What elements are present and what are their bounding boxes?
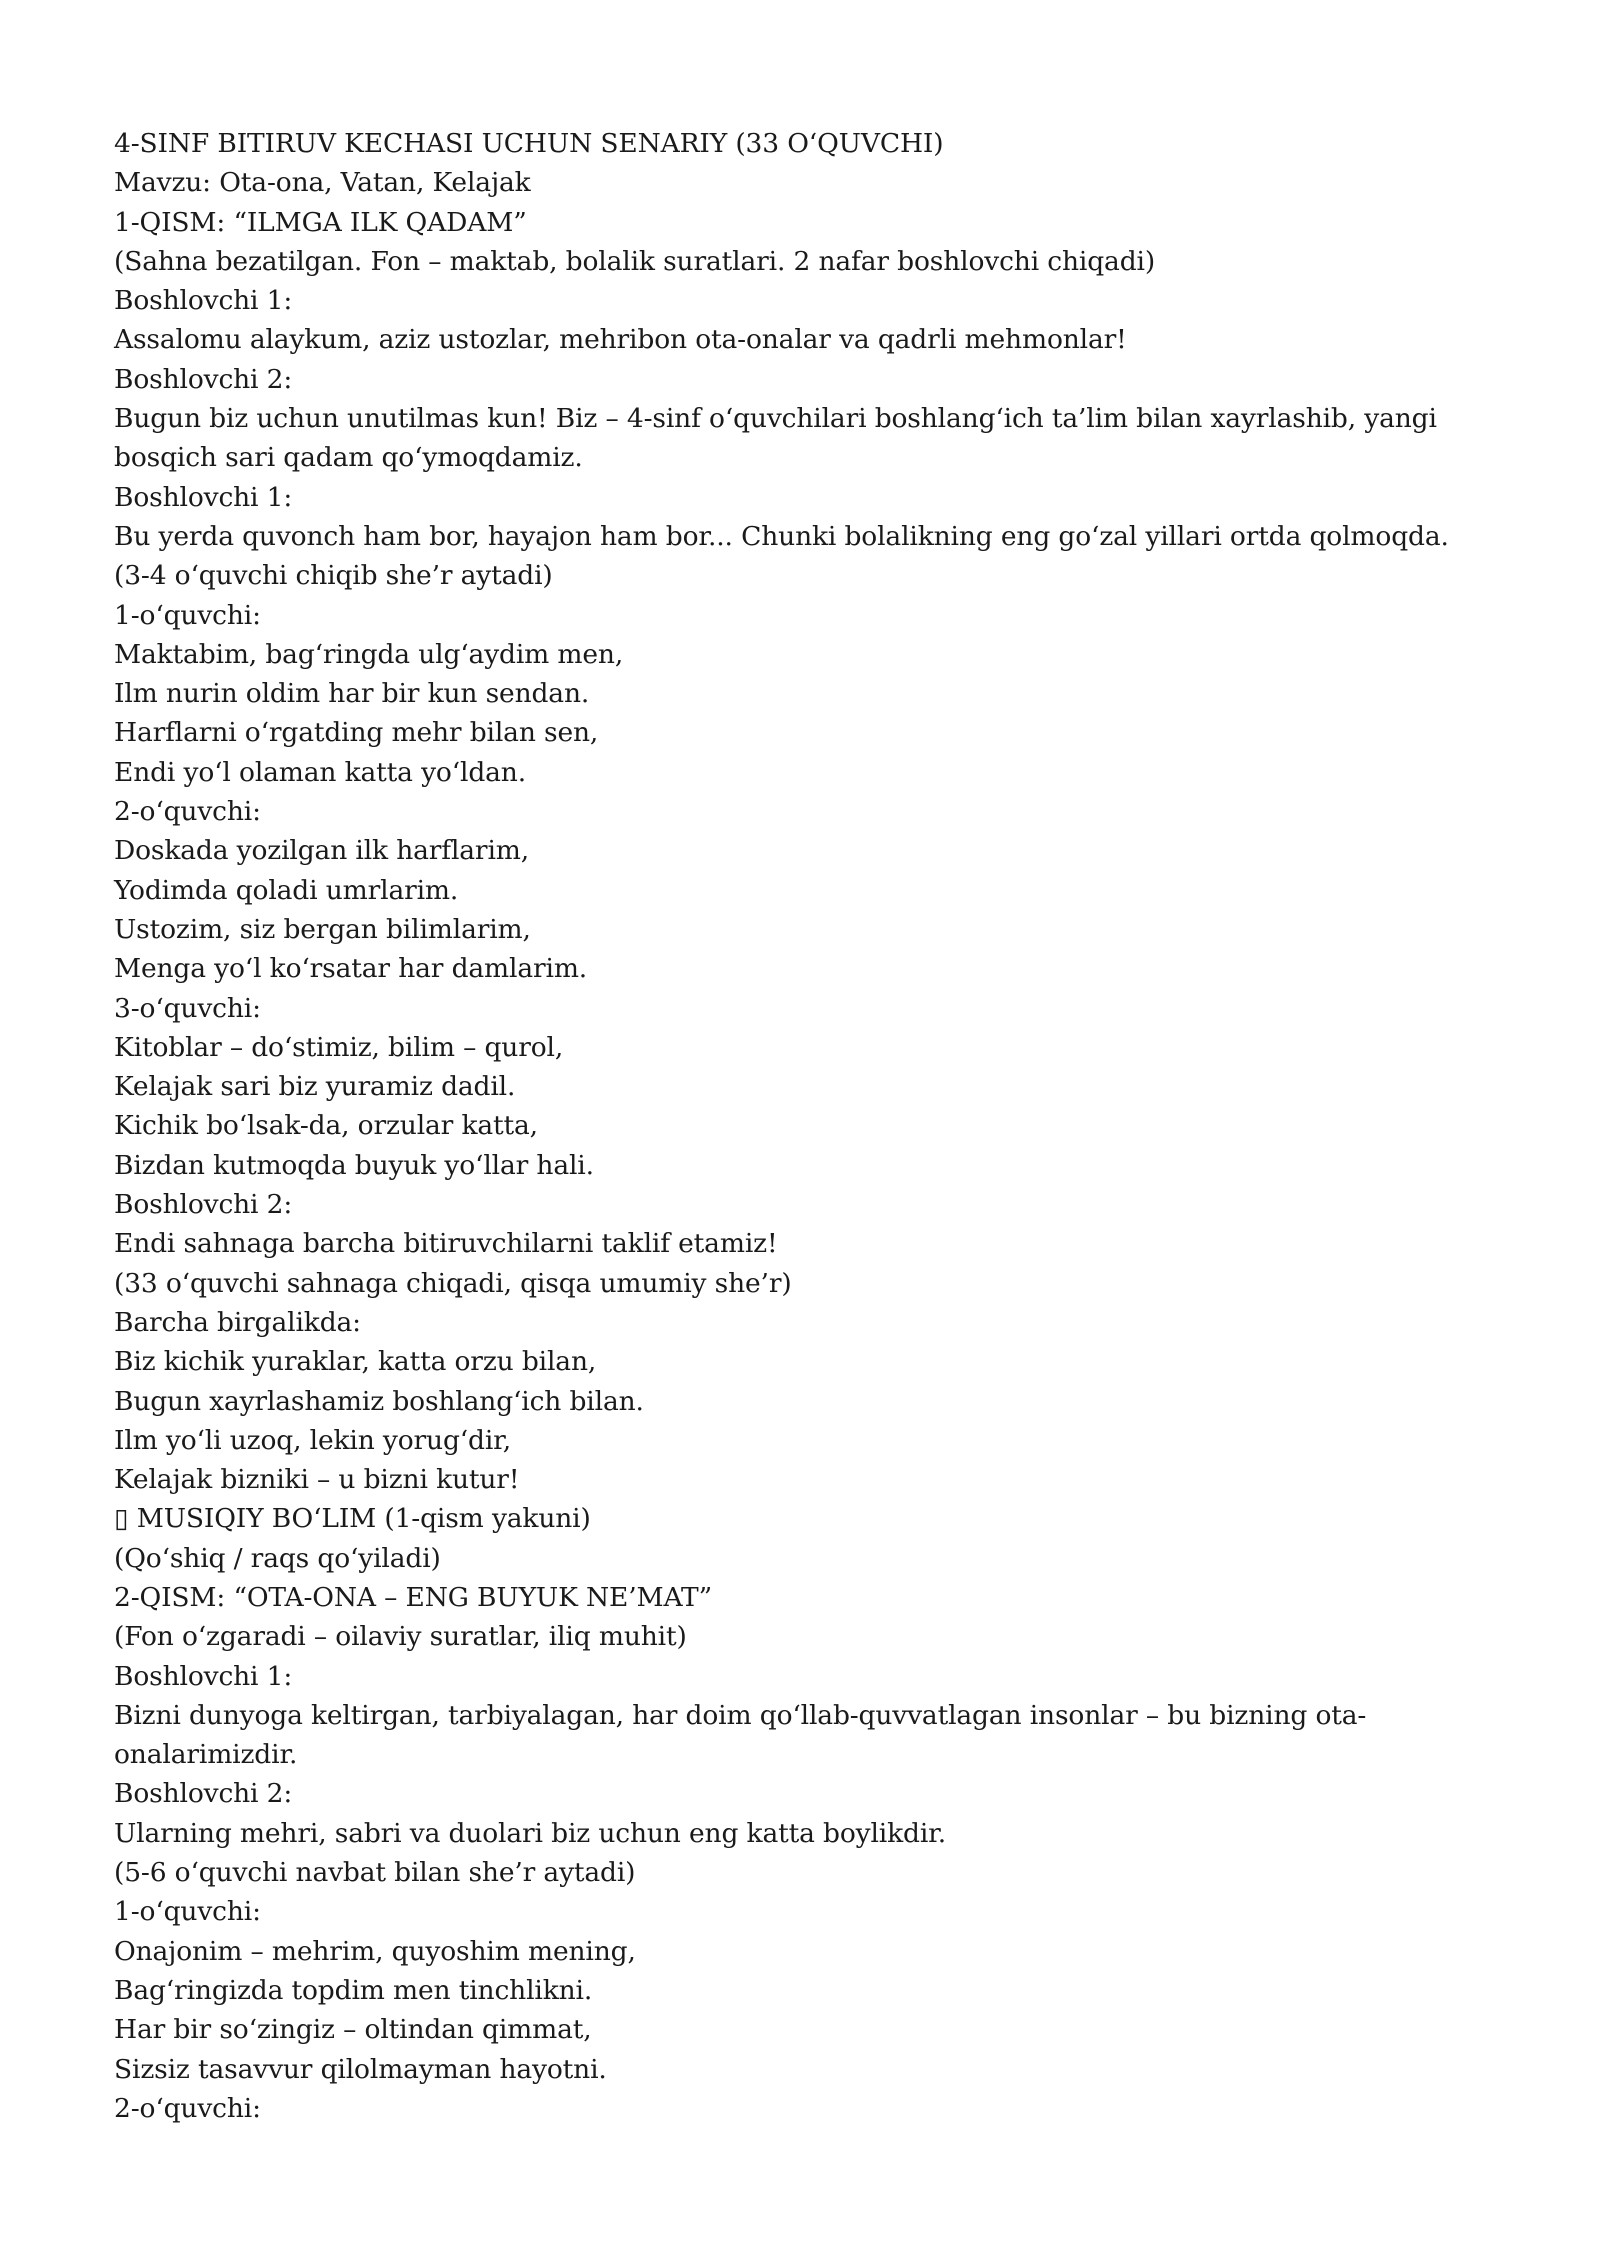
document-topic: Mavzu: Ota-ona, Vatan, Kelajak bbox=[114, 167, 531, 199]
speaker-label: 2-o‘quvchi: bbox=[114, 2092, 261, 2124]
stage-direction: (Qo‘shiq / raqs qo‘yiladi) bbox=[114, 1542, 441, 1574]
speaker-label: Boshlovchi 2: bbox=[114, 363, 293, 395]
speaker-label: Boshlovchi 2: bbox=[114, 1778, 293, 1810]
poem-line: Ustozim, siz bergan bilimlarim, bbox=[114, 913, 531, 945]
dialogue-line: Bu yerda quvonch ham bor, hayajon ham bor... Chunki bolalikning eng go‘zal yillari ortda qolmoqda. bbox=[114, 520, 1449, 552]
stage-direction: (33 o‘quvchi sahnaga chiqadi, qisqa umumiy she’r) bbox=[114, 1267, 792, 1299]
poem-line: Kelajak bizniki – u bizni kutur! bbox=[114, 1464, 520, 1496]
document-title: 4-SINF BITIRUV KECHASI UCHUN SENARIY (33 O‘QUVCHI) bbox=[114, 128, 944, 159]
poem-line: Har bir so‘zingiz – oltindan qimmat, bbox=[114, 2014, 592, 2046]
poem-line: Ilm nurin oldim har bir kun sendan. bbox=[114, 678, 590, 710]
poem-line: Ilm yo‘li uzoq, lekin yorug‘dir, bbox=[114, 1424, 512, 1456]
speaker-label: 3-o‘quvchi: bbox=[114, 992, 261, 1024]
speaker-label: Barcha birgalikda: bbox=[114, 1306, 361, 1338]
poem-line: Onajonim – mehrim, quyoshim mening, bbox=[114, 1935, 636, 1967]
poem-line: Maktabim, bag‘ringda ulg‘aydim men, bbox=[114, 638, 624, 670]
section-heading-1: 1-QISM: “ILMGA ILK QADAM” bbox=[114, 206, 527, 238]
poem-line: Sizsiz tasavvur qilolmayman hayotni. bbox=[114, 2053, 607, 2085]
speaker-label: Boshlovchi 1: bbox=[114, 1660, 293, 1692]
poem-line: Bag‘ringizda topdim men tinchlikni. bbox=[114, 1974, 593, 2006]
poem-line: Kitoblar – do‘stimiz, bilim – qurol, bbox=[114, 1031, 564, 1063]
document-body bbox=[114, 124, 1494, 2128]
poem-line: Bugun xayrlashamiz boshlang‘ich bilan. bbox=[114, 1385, 644, 1417]
dialogue-line: Endi sahnaga barcha bitiruvchilarni taklif etamiz! bbox=[114, 1228, 778, 1260]
speaker-label: 1-o‘quvchi: bbox=[114, 1896, 261, 1928]
poem-line: Bizdan kutmoqda buyuk yo‘llar hali. bbox=[114, 1149, 594, 1181]
dialogue-line: onalarimizdir. bbox=[114, 1739, 298, 1771]
speaker-label: Boshlovchi 2: bbox=[114, 1189, 293, 1221]
dialogue-line: Bugun biz uchun unutilmas kun! Biz – 4-sinf o‘quvchilari boshlang‘ich ta’lim bilan xayrlashib, yangi bbox=[114, 403, 1437, 435]
stage-direction: (5-6 o‘quvchi navbat bilan she’r aytadi) bbox=[114, 1857, 636, 1889]
speaker-label: Boshlovchi 1: bbox=[114, 481, 293, 513]
dialogue-line: Assalomu alaykum, aziz ustozlar, mehribon ota-onalar va qadrli mehmonlar! bbox=[114, 324, 1127, 356]
poem-line: Harflarni o‘rgatding mehr bilan sen, bbox=[114, 717, 599, 749]
speaker-label: 1-o‘quvchi: bbox=[114, 599, 261, 631]
poem-line: Endi yo‘l olaman katta yo‘ldan. bbox=[114, 756, 526, 788]
music-section-marker: ▯ MUSIQIY BO‘LIM (1-qism yakuni) bbox=[114, 1503, 591, 1535]
poem-line: Yodimda qoladi umrlarim. bbox=[114, 874, 459, 906]
poem-line: Biz kichik yuraklar, katta orzu bilan, bbox=[114, 1346, 597, 1378]
stage-direction: (3-4 o‘quvchi chiqib she’r aytadi) bbox=[114, 560, 553, 592]
section-heading-2: 2-QISM: “OTA-ONA – ENG BUYUK NE’MAT” bbox=[114, 1581, 712, 1613]
stage-direction: (Fon o‘zgaradi – oilaviy suratlar, iliq muhit) bbox=[114, 1621, 687, 1653]
poem-line: Menga yo‘l ko‘rsatar har damlarim. bbox=[114, 953, 588, 985]
speaker-label: Boshlovchi 1: bbox=[114, 285, 293, 317]
dialogue-line: bosqich sari qadam qo‘ymoqdamiz. bbox=[114, 442, 583, 474]
speaker-label: 2-o‘quvchi: bbox=[114, 796, 261, 828]
dialogue-line: Ularning mehri, sabri va duolari biz uchun eng katta boylikdir. bbox=[114, 1817, 947, 1849]
dialogue-line: Bizni dunyoga keltirgan, tarbiyalagan, har doim qo‘llab-quvvatlagan insonlar – bu bizning ota- bbox=[114, 1699, 1367, 1731]
poem-line: Doskada yozilgan ilk harflarim, bbox=[114, 835, 530, 867]
stage-direction: (Sahna bezatilgan. Fon – maktab, bolalik suratlari. 2 nafar boshlovchi chiqadi) bbox=[114, 245, 1156, 277]
poem-line: Kichik bo‘lsak-da, orzular katta, bbox=[114, 1110, 538, 1142]
poem-line: Kelajak sari biz yuramiz dadil. bbox=[114, 1071, 516, 1103]
